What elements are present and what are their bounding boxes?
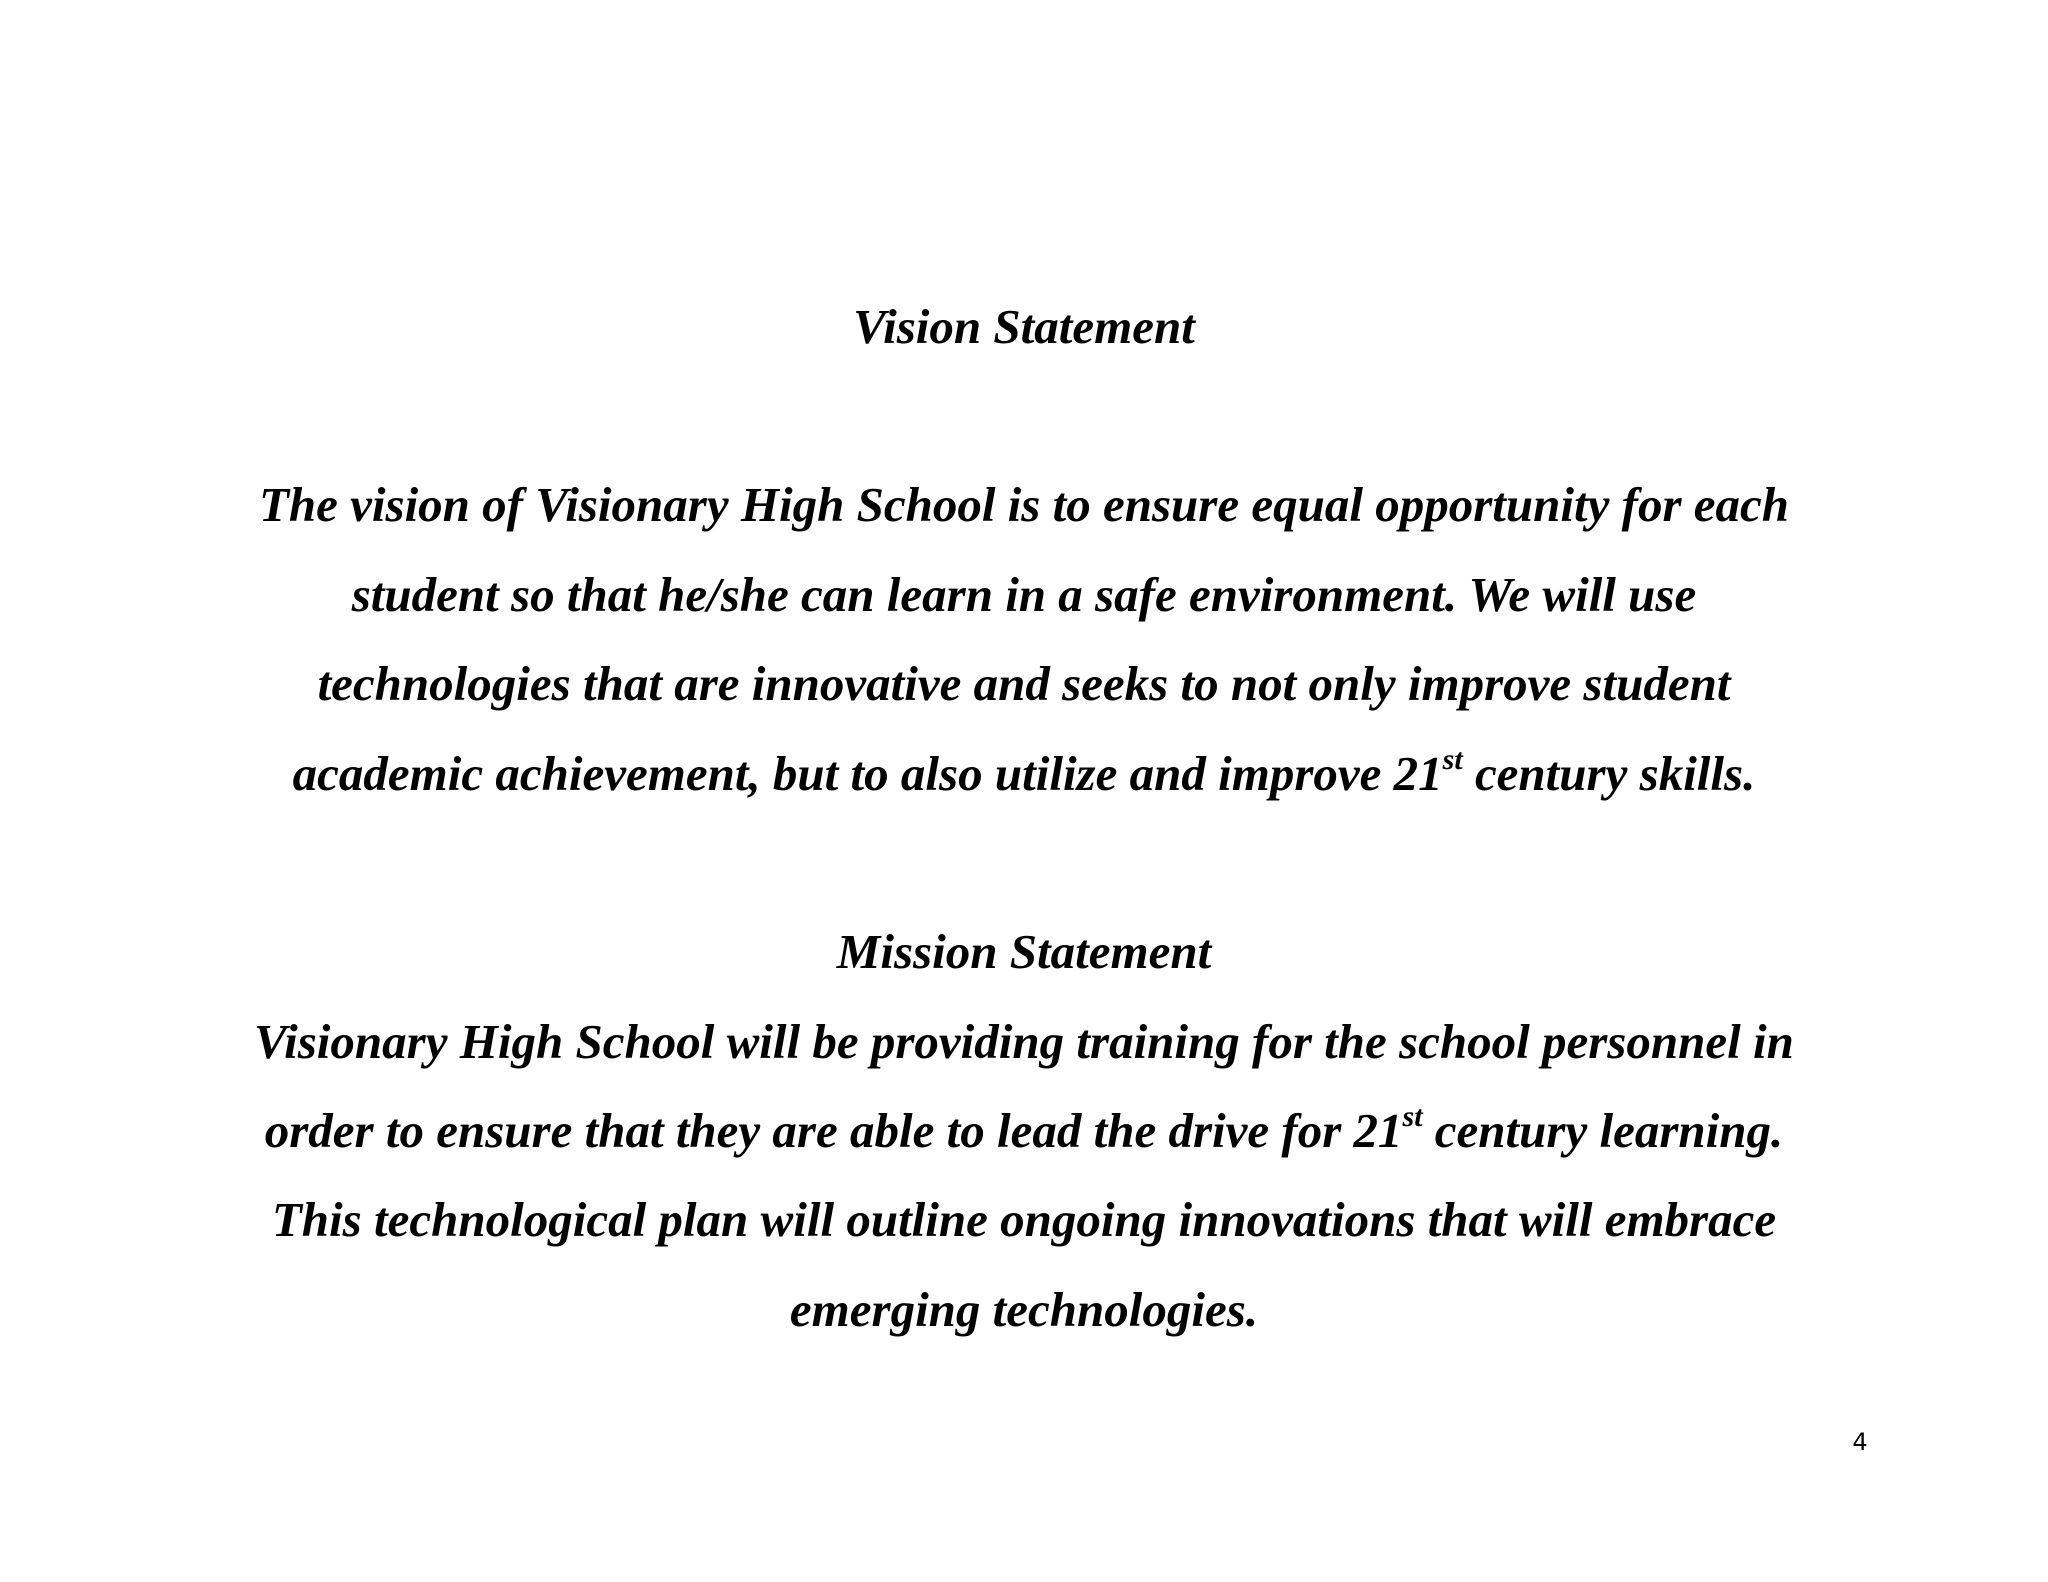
vision-line-3: technologies that are innovative and seeks to not only improve student	[317, 656, 1731, 711]
mission-line-4: emerging technologies.	[789, 1282, 1259, 1337]
vision-line-2: student so that he/she can learn in a safe environment. We will use	[351, 567, 1697, 622]
mission-line-2-end: century learning.	[1422, 1103, 1784, 1158]
vision-line-4-end: century skills.	[1462, 746, 1756, 801]
mission-line-1: Visionary High School will be providing training for the school personnel in	[254, 1014, 1794, 1069]
page-number: 4	[1852, 1428, 1868, 1456]
mission-heading: Mission Statement	[836, 924, 1212, 979]
vision-line-4	[0, 744, 2048, 804]
ordinal-suffix: st	[1442, 742, 1463, 776]
mission-line-2-text: order to ensure that they are able to lead the drive for 21	[264, 1103, 1403, 1158]
vision-line-1: The vision of Visionary High School is to ensure equal opportunity for each	[258, 477, 1790, 532]
vision-line-4-text: academic achievement, but to also utilize and improve 21	[292, 746, 1443, 801]
vision-heading: Vision Statement	[853, 299, 1195, 354]
mission-line-3: This technological plan will outline ongoing innovations that will embrace	[271, 1192, 1777, 1247]
ordinal-suffix: st	[1402, 1099, 1423, 1133]
mission-line-2	[0, 1101, 2048, 1161]
